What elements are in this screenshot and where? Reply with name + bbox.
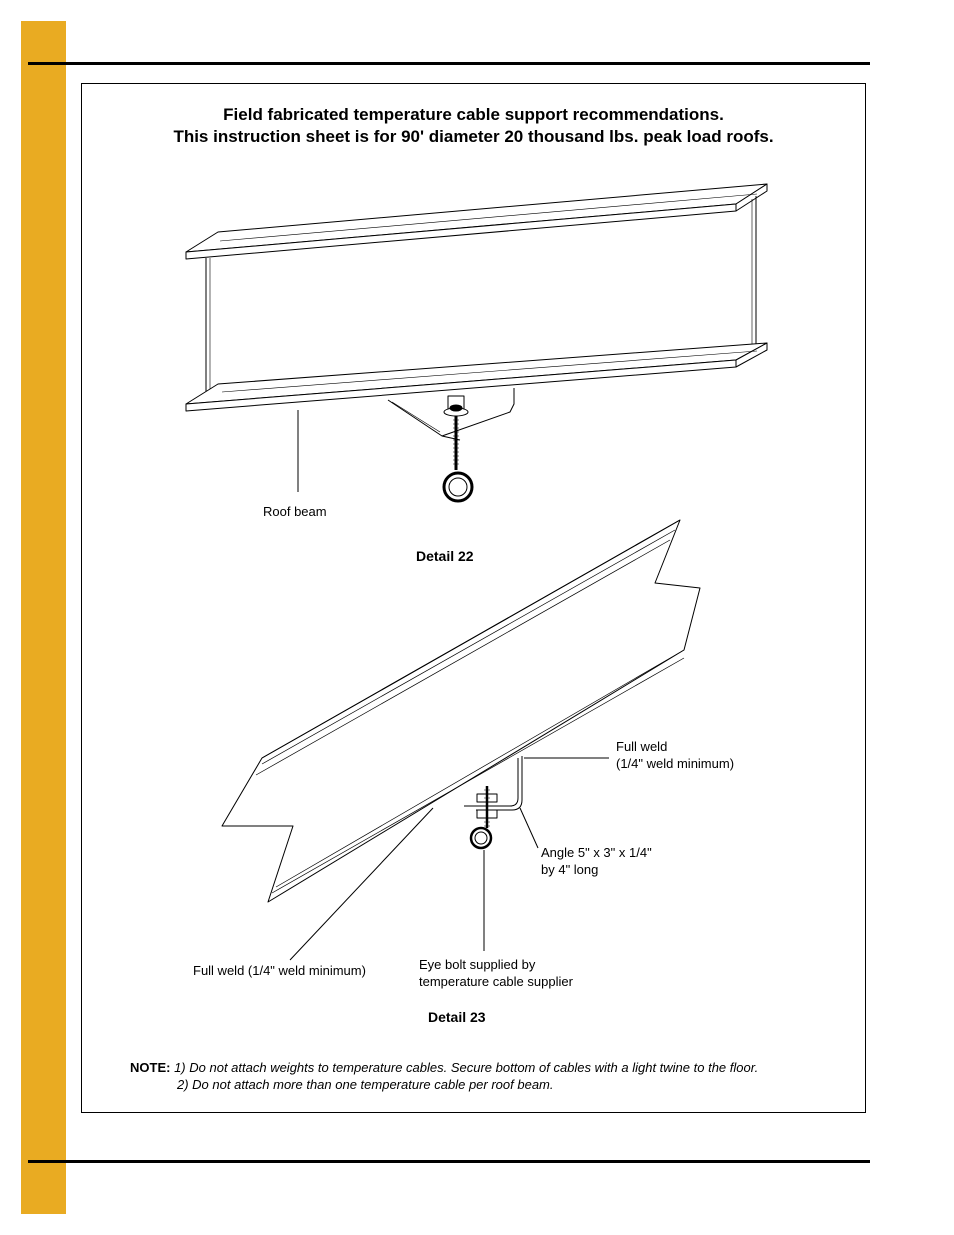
callout-roof-beam: Roof beam	[263, 504, 327, 519]
callout-full-weld-left: Full weld (1/4" weld minimum)	[193, 963, 366, 978]
detail-22-i-beam	[186, 184, 767, 501]
callout-eye-bolt-line-2: temperature cable supplier	[419, 974, 573, 989]
callout-full-weld-right-line-1: Full weld	[616, 739, 668, 754]
detail-22-label: Detail 22	[416, 548, 474, 564]
page-title-line-1: Field fabricated temperature cable support recommendations.	[223, 105, 724, 124]
page-title-line-2: This instruction sheet is for 90' diameter 20 thousand lbs. peak load roofs.	[173, 127, 774, 146]
note-line-2: 2) Do not attach more than one temperature cable per roof beam.	[177, 1077, 554, 1092]
note-prefix: NOTE:	[130, 1060, 171, 1075]
detail-23-label: Detail 23	[428, 1009, 486, 1025]
callout-eye-bolt-line-1: Eye bolt supplied by	[419, 957, 536, 972]
callout-full-weld-right-line-2: (1/4" weld minimum)	[616, 756, 735, 771]
callout-angle-line-1: Angle 5" x 3" x 1/4"	[541, 845, 652, 860]
callout-angle-line-2: by 4" long	[541, 862, 599, 877]
note-line-1: 1) Do not attach weights to temperature cables. Secure bottom of cables with a light twine to the floor.	[174, 1060, 759, 1075]
note-block	[130, 1059, 758, 1093]
